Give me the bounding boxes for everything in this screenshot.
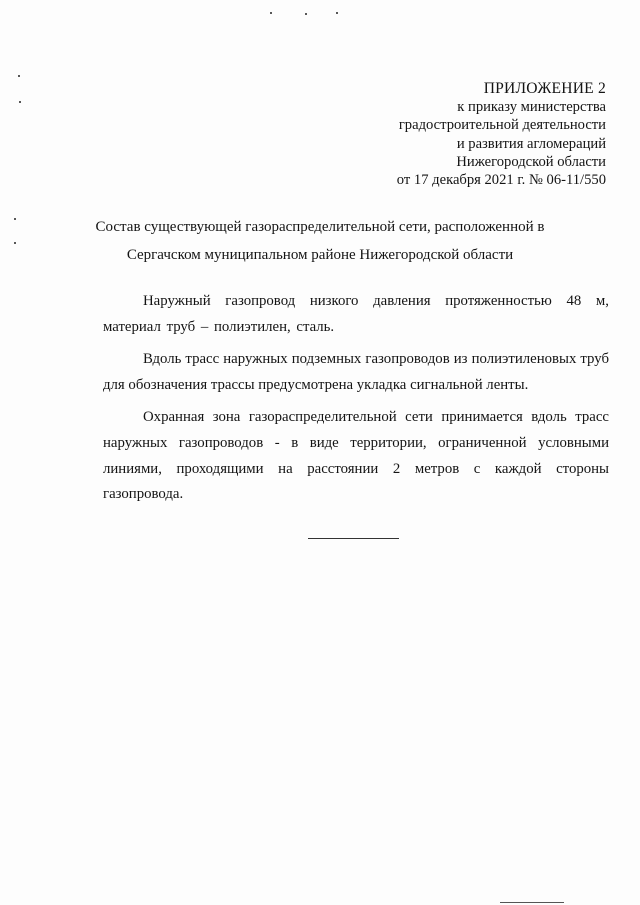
appendix-line: от 17 декабря 2021 г. № 06-11/550	[396, 172, 606, 189]
closing-divider	[308, 538, 399, 539]
title-line: Сергачском муниципальном районе Нижегородской области	[126, 247, 514, 263]
appendix-line: градостроительной деятельности	[398, 117, 606, 134]
paragraph: Охранная зона газораспределительной сети принимается вдоль трасс наружных газопроводов - в виде территории, ограниченной условными линиями, проходящими на расстоянии 2 метров с каждой стороны газопровода.	[103, 409, 609, 503]
appendix-heading: ПРИЛОЖЕНИЕ 2	[483, 80, 606, 97]
document-body	[103, 289, 609, 515]
appendix-block	[397, 80, 606, 189]
scan-speck	[14, 218, 16, 220]
scan-speck	[336, 12, 338, 14]
appendix-line: Нижегородской области	[456, 153, 606, 170]
paragraph: Вдоль трасс наружных подземных газопроводов из полиэтиленовых труб для обозначения трассы предусмотрена укладка сигнальной ленты.	[103, 351, 609, 393]
bottom-divider	[500, 902, 564, 903]
scan-speck	[18, 75, 20, 77]
scan-speck	[19, 101, 21, 103]
paragraph: Наружный газопровод низкого давления протяженностью 48 м, материал труб – полиэтилен, сталь.	[103, 293, 609, 335]
document-title	[90, 213, 550, 269]
appendix-line: и развития агломераций	[456, 135, 606, 152]
scan-speck	[305, 13, 307, 15]
appendix-line: к приказу министерства	[457, 99, 606, 116]
scan-speck	[14, 242, 16, 244]
scan-speck	[270, 12, 272, 14]
title-line: Состав существующей газораспределительной сети, расположенной в	[95, 219, 545, 235]
